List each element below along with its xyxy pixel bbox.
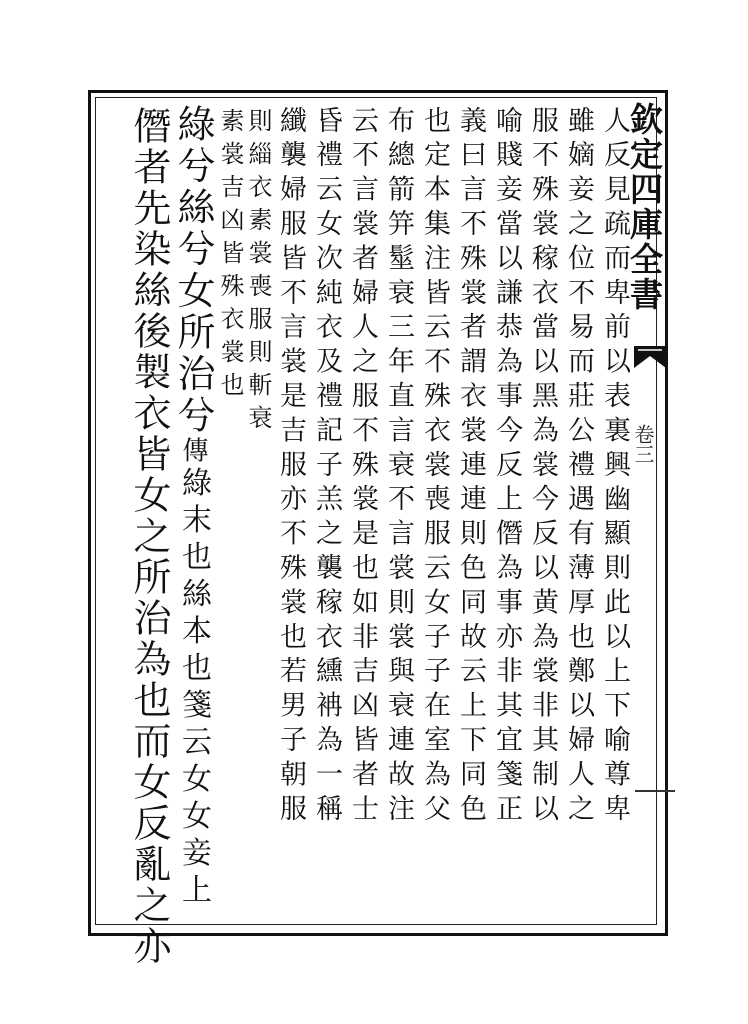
text-column: 云不言裳者婦人之服不殊裳是也如非吉凶皆者士 (347, 106, 378, 829)
volume-label: 卷三 (631, 424, 655, 464)
text-column: 義曰言不殊裳者謂衣裳連連則色同故云上下同色 (455, 106, 486, 829)
commentary-marker: 傳 (178, 436, 208, 467)
book-title: 欽定四庫全書 (625, 102, 664, 312)
text-column: 纖襲婦服皆不言裳是吉服亦不殊裳也若男子朝服 (275, 106, 306, 829)
text-column: 人反見疏而卑前以表裏興幽顯則此以上下喻尊卑 (599, 106, 630, 829)
commentary-column: 素裳吉凶皆殊衣裳也 (216, 108, 244, 405)
text-column: 僭者先染絲後製衣皆女之所治為也而女反亂之亦 (127, 106, 171, 967)
text-column: 雖嫡妾之位不易而莊公禮遇有薄厚也鄭以婦人之 (563, 106, 594, 829)
commentary-column: 則緇衣素裳喪服則斬衰 (244, 108, 272, 438)
text-column: 昏禮云女次純衣及禮記子羔之襲稼衣纁袡為一稱 (311, 106, 342, 829)
classic-text-column (171, 104, 216, 911)
text-column: 也定本集注皆云不殊衣裳喪服云女子子在室為父 (419, 106, 450, 829)
margin-tick (635, 790, 675, 792)
commentary-text: 綠末也絲本也箋云女女妾上 (176, 466, 211, 911)
fish-tail-mark-icon (632, 342, 668, 372)
text-column: 服不殊裳稼衣當以黑為裳今反以黄為裳非其制以 (527, 106, 558, 829)
text-column: 喻賤妾當以謙恭為事今反上僭為事亦非其宜箋正 (491, 106, 522, 829)
text-column: 布總箭笄髽衰三年直言衰不言裳則裳與衰連故注 (383, 106, 414, 829)
classic-text: 綠兮絲兮女所治兮 (171, 104, 215, 437)
